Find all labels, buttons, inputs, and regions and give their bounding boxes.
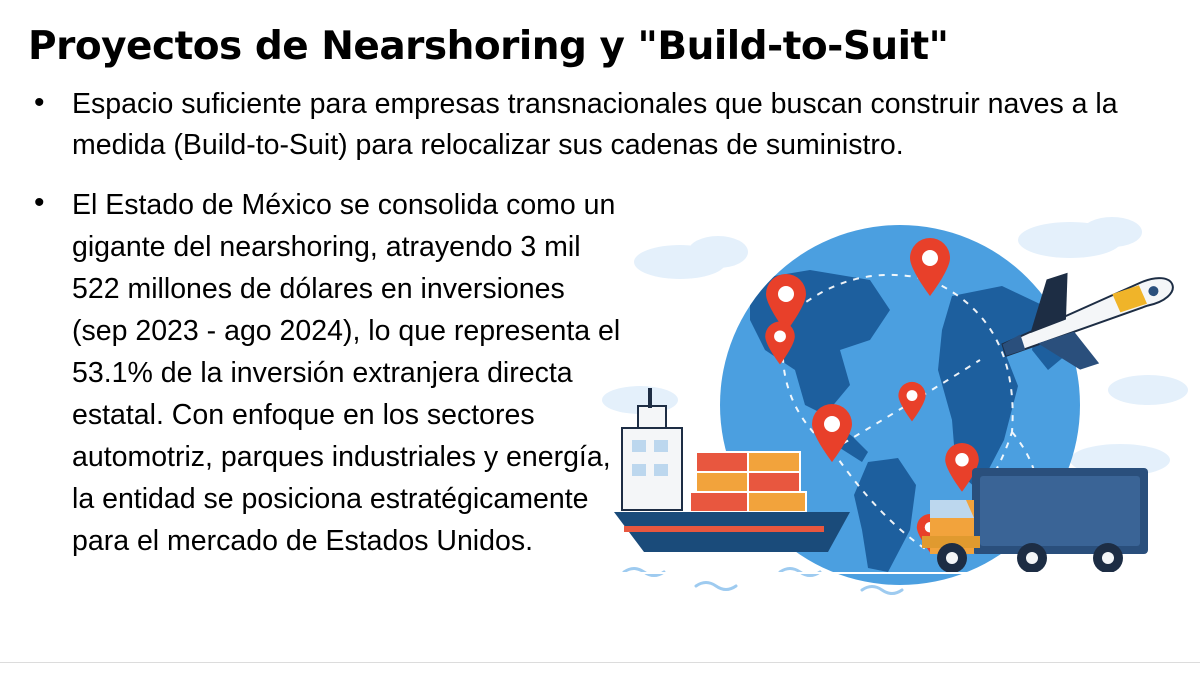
list-item [28,184,628,562]
global-logistics-illustration [600,200,1190,630]
slide-divider [0,662,1200,663]
bullet-marker: • [34,186,45,219]
list-item-text: Espacio suficiente para empresas transnacionales que buscan construir naves a la medida (Build-to-Suit) para relocalizar sus cadenas de suministro. [72,88,1118,161]
list-item [28,84,1158,166]
bullet-marker: • [34,86,45,119]
list-item-text: El Estado de México se consolida como un gigante del nearshoring, atrayendo 3 mil 522 millones de dólares en inversiones (sep 2023 - ago 2024), lo que representa el 53.1% de la inversión extranjera directa estatal. Con enfoque en los sectores automotriz, parques industriales y energía, la entidad se posiciona estratégicamente para el mercado de Estados Unidos. [72,189,621,557]
page-title: Proyectos de Nearshoring y "Build-to-Suit" [28,24,949,69]
